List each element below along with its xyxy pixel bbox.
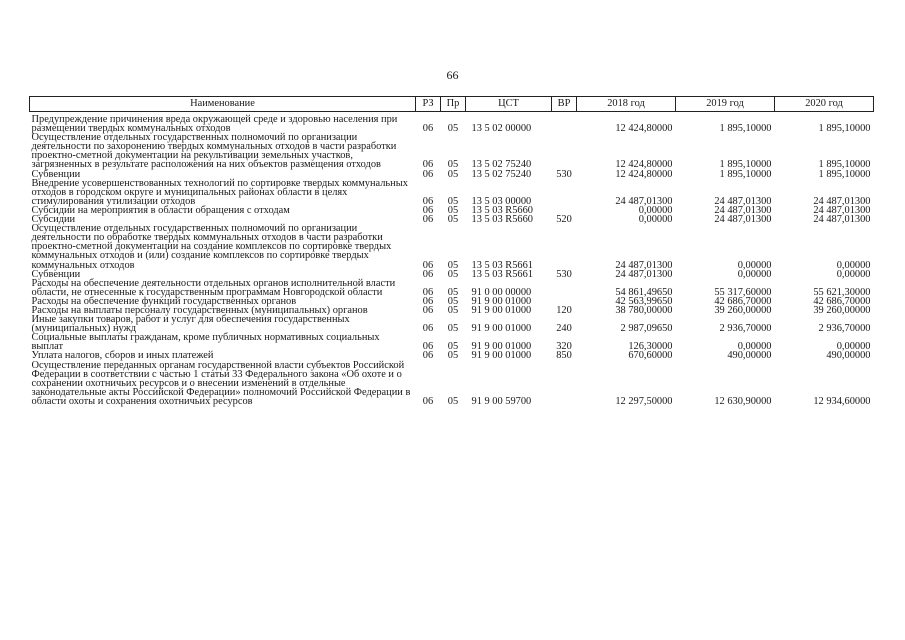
row-2018: 54 861,49650 — [615, 286, 673, 298]
row-pr: 05 — [447, 268, 459, 280]
row-cst: 13 5 03 R5661 — [471, 259, 533, 271]
row-pr: 05 — [447, 214, 459, 226]
row-name: Субсидии — [31, 214, 76, 226]
row-2018: 24 487,01300 — [615, 259, 673, 271]
budget-table — [29, 96, 874, 406]
row-rz: 06 — [422, 395, 434, 407]
row-2020: 39 260,00000 — [813, 304, 871, 316]
row-2020: 24 487,01300 — [813, 214, 871, 226]
row-2018: 24 487,01300 — [615, 195, 673, 207]
column-header-2018: 2018 год — [577, 97, 676, 112]
row-rz: 06 — [422, 123, 434, 135]
row-2020: 12 934,60000 — [813, 395, 871, 407]
row-pr: 05 — [447, 350, 459, 362]
row-rz: 06 — [422, 323, 434, 335]
table-row — [30, 133, 874, 169]
column-header-2020: 2020 год — [775, 97, 874, 112]
row-vr: 120 — [556, 304, 572, 316]
row-rz: 06 — [422, 341, 434, 353]
row-pr: 05 — [447, 259, 459, 271]
table-body — [30, 112, 874, 407]
table-header-row — [30, 97, 874, 112]
row-2018: 12 424,80000 — [615, 168, 673, 180]
row-name: Предупреждение причинения вреда окружающей среде и здоровью населения при размещении твердых коммунальных отходов — [31, 114, 398, 135]
row-cst: 13 5 02 75240 — [471, 159, 532, 171]
row-2018: 0,00000 — [638, 204, 673, 216]
row-2019: 0,00000 — [737, 259, 772, 271]
row-pr: 05 — [447, 304, 459, 316]
row-pr: 05 — [447, 168, 459, 180]
row-cst: 91 9 00 01000 — [471, 304, 532, 316]
row-2019: 490,00000 — [727, 350, 772, 362]
row-pr: 05 — [447, 159, 459, 171]
row-name: Осуществление отдельных государственных полномочий по организации деятельности по захоронению твердых коммунальных отходов в части разработки проектно-сметной документации на рекультивации земельных участков, загрязненных в результате расположения на них объектов размещения отходов — [31, 132, 397, 171]
table-row — [30, 112, 874, 134]
row-rz: 06 — [422, 195, 434, 207]
row-2020: 0,00000 — [836, 341, 871, 353]
row-rz: 06 — [422, 159, 434, 171]
row-2019: 55 317,60000 — [714, 286, 772, 298]
row-name: Иные закупки товаров, работ и услуг для обеспечения государственных (муниципальных) нужд — [31, 314, 350, 335]
row-rz: 06 — [422, 204, 434, 216]
row-vr: 320 — [556, 341, 572, 353]
row-pr: 05 — [447, 123, 459, 135]
row-pr: 05 — [447, 341, 459, 353]
row-cst: 13 5 03 R5660 — [471, 204, 533, 216]
table-row — [30, 361, 874, 406]
row-cst: 91 9 00 59700 — [471, 395, 532, 407]
row-2018: 126,30000 — [628, 341, 673, 353]
row-cst: 91 9 00 01000 — [471, 323, 532, 335]
row-2019: 24 487,01300 — [714, 204, 772, 216]
row-rz: 06 — [422, 168, 434, 180]
row-2020: 1 895,10000 — [818, 123, 871, 135]
row-cst: 13 5 02 00000 — [471, 123, 532, 135]
row-vr: 850 — [556, 350, 572, 362]
row-name: Расходы на обеспечение функций государственных органов — [31, 295, 297, 307]
row-2019: 0,00000 — [737, 268, 772, 280]
row-name: Осуществление переданных органам государственной власти субъектов Российской Федерации в соответствии с частью 1 статьи 33 Федерального закона «Об охоте и о сохранении охотничьих ресурсов и о внесении изменений в отдельные законодательные акты Российской Федерации» полномочий Российской Федерации в области охоты и сохранения охотничьих ресурсов — [31, 359, 411, 407]
row-2019: 0,00000 — [737, 341, 772, 353]
row-cst: 91 0 00 00000 — [471, 286, 532, 298]
row-pr: 05 — [447, 286, 459, 298]
row-name: Расходы на обеспечение деятельности отдельных органов исполнительной власти области, не отнесенные к государственным программам Новгородской области — [31, 277, 396, 298]
row-name: Осуществление отдельных государственных полномочий по организации деятельности по обработке твердых коммунальных отходов в части разработки проектно-сметной документации на создание комплексов по сортировке твердых коммунальных отходов и (или) создание комплексов по сортировке твердых коммунальных отходов — [31, 223, 392, 271]
row-2018: 12 424,80000 — [615, 159, 673, 171]
row-2018: 12 297,50000 — [615, 395, 673, 407]
row-2018: 670,60000 — [628, 350, 673, 362]
row-2020: 0,00000 — [836, 259, 871, 271]
row-cst: 91 9 00 01000 — [471, 350, 532, 362]
row-rz: 06 — [422, 350, 434, 362]
row-2020: 24 487,01300 — [813, 204, 871, 216]
row-vr — [552, 224, 577, 269]
row-vr — [552, 112, 577, 134]
row-name: Субвенции — [31, 268, 81, 280]
row-rz: 06 — [422, 304, 434, 316]
row-rz: 06 — [422, 286, 434, 298]
row-cst: 91 9 00 01000 — [471, 341, 532, 353]
row-2020: 2 936,70000 — [818, 323, 871, 335]
row-name: Субвенции — [31, 168, 81, 180]
column-header-rz: РЗ — [416, 97, 441, 112]
row-2019: 24 487,01300 — [714, 195, 772, 207]
table-row — [30, 315, 874, 333]
row-cst: 13 5 02 75240 — [471, 168, 532, 180]
row-2019: 2 936,70000 — [719, 323, 772, 335]
row-2020: 1 895,10000 — [818, 159, 871, 171]
row-vr: 530 — [556, 268, 572, 280]
table-row — [30, 224, 874, 269]
table-row — [30, 279, 874, 297]
row-2019: 24 487,01300 — [714, 214, 772, 226]
column-header-2019: 2019 год — [676, 97, 775, 112]
row-2020: 24 487,01300 — [813, 195, 871, 207]
page-number: 66 — [446, 68, 459, 82]
row-vr — [552, 179, 577, 206]
column-header-cst: ЦСТ — [466, 97, 552, 112]
row-2019: 1 895,10000 — [719, 168, 772, 180]
row-rz: 06 — [422, 259, 434, 271]
row-2018: 0,00000 — [638, 214, 673, 226]
row-2018: 12 424,80000 — [615, 123, 673, 135]
row-cst: 13 5 03 R5661 — [471, 268, 533, 280]
column-header-vr: ВР — [552, 97, 577, 112]
row-2019: 1 895,10000 — [719, 159, 772, 171]
row-vr: 240 — [556, 323, 572, 335]
row-2018: 38 780,00000 — [615, 304, 673, 316]
row-2018: 24 487,01300 — [615, 268, 673, 280]
row-2020: 55 621,30000 — [813, 286, 871, 298]
row-cst: 13 5 03 00000 — [471, 195, 532, 207]
row-name: Уплата налогов, сборов и иных платежей — [31, 350, 214, 362]
row-pr: 05 — [447, 295, 459, 307]
row-pr: 05 — [447, 195, 459, 207]
row-cst: 13 5 03 R5660 — [471, 214, 533, 226]
row-rz: 06 — [422, 268, 434, 280]
row-name: Расходы на выплаты персоналу государственных (муниципальных) органов — [31, 304, 368, 316]
row-vr — [552, 133, 577, 169]
table-row — [30, 179, 874, 206]
row-vr — [552, 279, 577, 297]
row-vr: 530 — [556, 168, 572, 180]
row-pr: 05 — [447, 323, 459, 335]
row-2020: 42 686,70000 — [813, 295, 871, 307]
row-name: Субсидии на мероприятия в области обращения с отходам — [31, 204, 290, 216]
row-2019: 39 260,00000 — [714, 304, 772, 316]
row-2018: 2 987,09650 — [620, 323, 673, 335]
row-vr — [552, 361, 577, 406]
row-2020: 490,00000 — [826, 350, 871, 362]
row-pr: 05 — [447, 204, 459, 216]
table-row — [30, 333, 874, 351]
row-vr: 520 — [556, 214, 572, 226]
row-2020: 1 895,10000 — [818, 168, 871, 180]
row-rz: 06 — [422, 295, 434, 307]
column-header-name: Наименование — [30, 97, 416, 112]
row-2019: 12 630,90000 — [714, 395, 772, 407]
row-rz: 06 — [422, 214, 434, 226]
row-2018: 42 563,99650 — [615, 295, 673, 307]
row-2019: 1 895,10000 — [719, 123, 772, 135]
row-pr: 05 — [447, 395, 459, 407]
row-2019: 42 686,70000 — [714, 295, 772, 307]
row-cst: 91 9 00 01000 — [471, 295, 532, 307]
row-2020: 0,00000 — [836, 268, 871, 280]
column-header-pr: Пр — [441, 97, 466, 112]
row-name: Социальные выплаты гражданам, кроме публичных нормативных социальных выплат — [31, 332, 380, 353]
row-name: Внедрение усовершенствованных технологий по сортировке твердых коммунальных отходов в городском округе и муниципальных районах области в целях стимулирования утилизации отходов — [31, 177, 408, 207]
